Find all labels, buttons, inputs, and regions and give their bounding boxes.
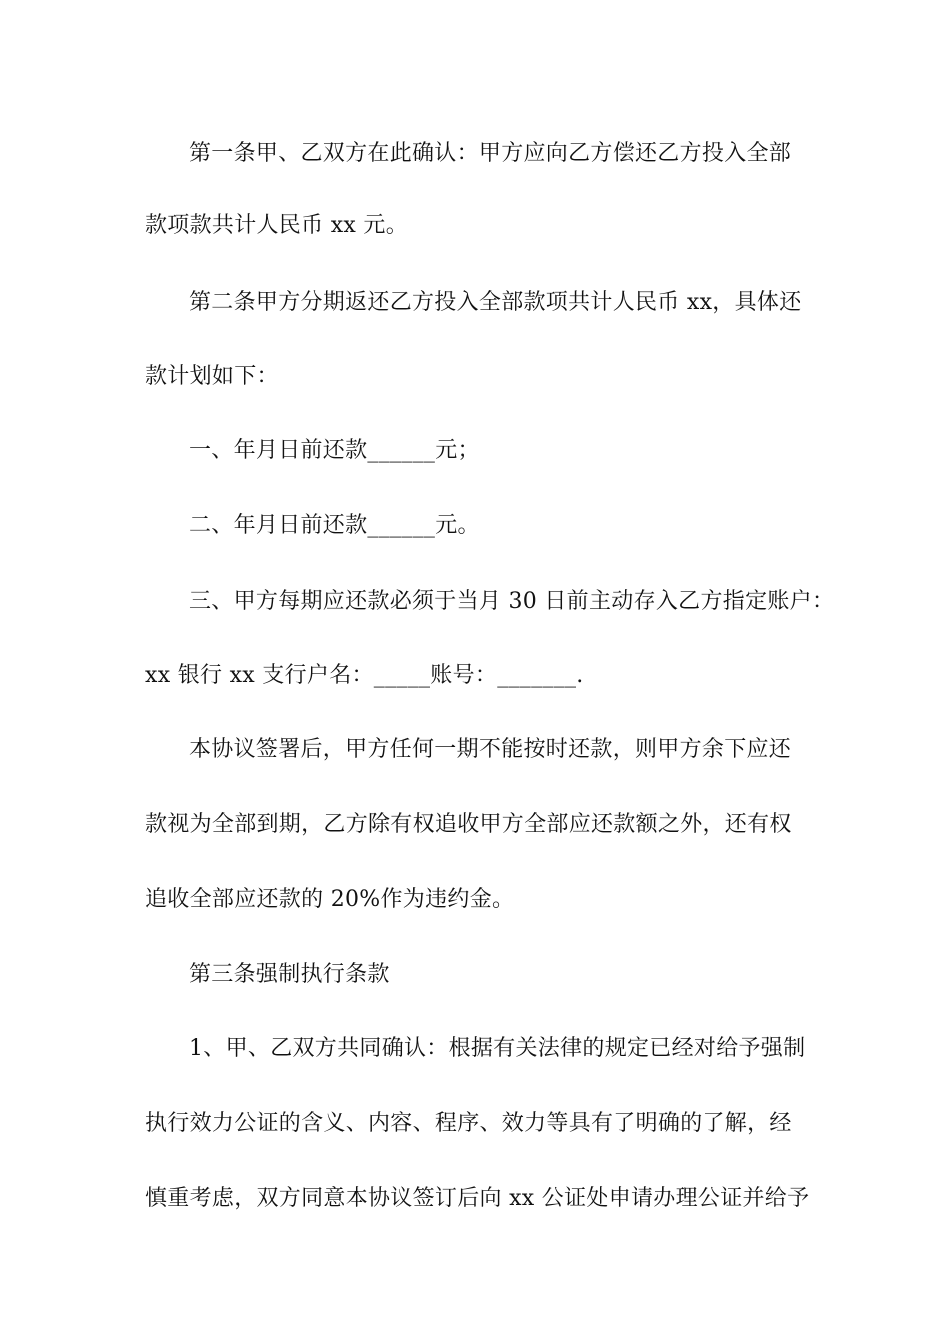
text-line: 款计划如下： — [145, 364, 279, 389]
text-line: 第三条强制执行条款 — [189, 962, 390, 987]
text-line: 三、甲方每期应还款必须于当月 30 日前主动存入乙方指定账户： — [189, 589, 835, 614]
text-line: 慎重考虑，双方同意本协议签订后向 xx 公证处申请办理公证并给予 — [145, 1186, 810, 1211]
text-line: 款视为全部到期，乙方除有权追收甲方全部应还款额之外，还有权 — [145, 812, 792, 837]
text-line: 本协议签署后，甲方任何一期不能按时还款，则甲方余下应还 — [189, 737, 792, 762]
text-line: 执行效力公证的含义、内容、程序、效力等具有了明确的了解，经 — [145, 1111, 792, 1136]
text-line: 第一条甲、乙双方在此确认：甲方应向乙方偿还乙方投入全部 — [189, 141, 792, 166]
text-line: xx 银行 xx 支行户名：_____账号：_______. — [145, 663, 584, 688]
text-line: 款项款共计人民币 xx 元。 — [145, 213, 409, 238]
text-line: 追收全部应还款的 20%作为违约金。 — [145, 887, 515, 912]
text-line: 一、年月日前还款______元； — [189, 438, 480, 463]
text-line: 1、甲、乙双方共同确认：根据有关法律的规定已经对给予强制 — [189, 1036, 806, 1061]
text-line: 二、年月日前还款______元。 — [189, 513, 480, 538]
text-line: 第二条甲方分期返还乙方投入全部款项共计人民币 xx，具体还 — [189, 290, 802, 315]
